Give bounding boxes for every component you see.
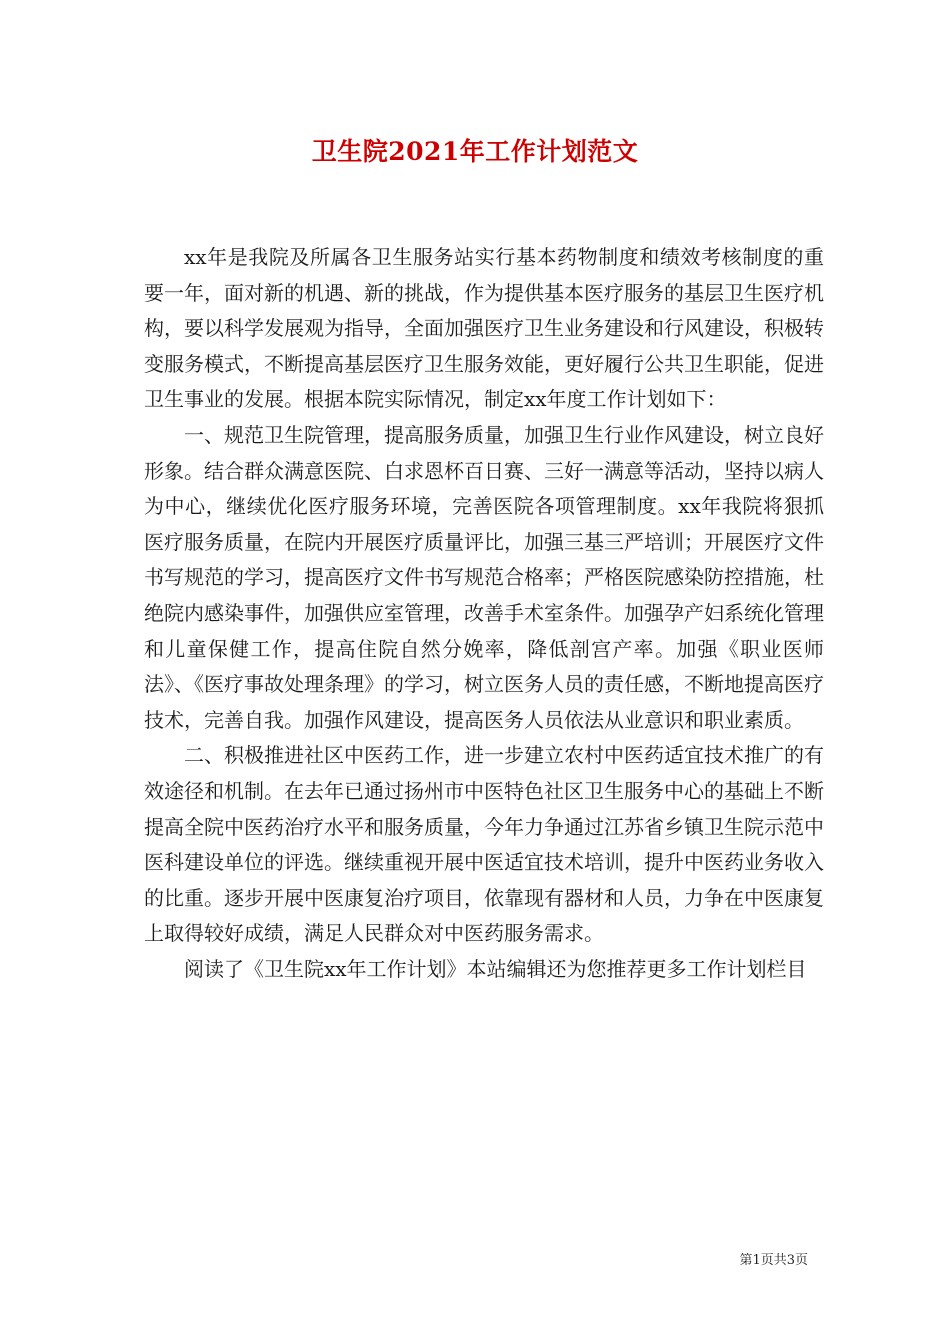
- paragraph-closing: 阅读了《卫生院xx年工作计划》本站编辑还为您推荐更多工作计划栏目: [184, 956, 807, 981]
- document-body: [144, 240, 824, 987]
- paragraph-section-1: 一、规范卫生院管理，提高服务质量，加强卫生行业作风建设，树立良好形象。结合群众满意医院、白求恩杯百日赛、三好一满意等活动，坚持以病人为中心，继续优化医疗服务环境，完善医院各项管理制度。xx年我院将狠抓医疗服务质量，在院内开展医疗质量评比，加强三基三严培训；开展医疗文件书写规范的学习，提高医疗文件书写规范合格率；严格医院感染防控措施，杜绝院内感染事件，加强供应室管理，改善手术室条件。加强孕产妇系统化管理和儿童保健工作，提高住院自然分娩率，降低剖宫产率。加强《职业医师法》、《医疗事故处理条理》的学习，树立医务人员的责任感，不断地提高医疗技术，完善自我。加强作风建设，提高医务人员依法从业意识和职业素质。: [144, 422, 824, 732]
- page-title: 卫生院2021年工作计划范文: [311, 137, 639, 166]
- paragraph-section-2: 二、积极推进社区中医药工作，进一步建立农村中医药适宜技术推广的有效途径和机制。在去年已通过扬州市中医特色社区卫生服务中心的基础上不断提高全院中医药治疗水平和服务质量，今年力争通过江苏省乡镇卫生院示范中医科建设单位的评选。继续重视开展中医适宜技术培训，提升中医药业务收入的比重。逐步开展中医康复治疗项目，依靠现有器材和人员，力争在中医康复上取得较好成绩，满足人民群众对中医药服务需求。: [144, 743, 824, 946]
- page-number: 第1页共3页: [739, 1253, 808, 1268]
- paragraph-intro: xx年是我院及所属各卫生服务站实行基本药物制度和绩效考核制度的重要一年，面对新的机遇、新的挑战，作为提供基本医疗服务的基层卫生医疗机构，要以科学发展观为指导，全面加强医疗卫生业务建设和行风建设，积极转变服务模式，不断提高基层医疗卫生服务效能，更好履行公共卫生职能，促进卫生事业的发展。根据本院实际情况，制定xx年度工作计划如下：: [144, 245, 824, 412]
